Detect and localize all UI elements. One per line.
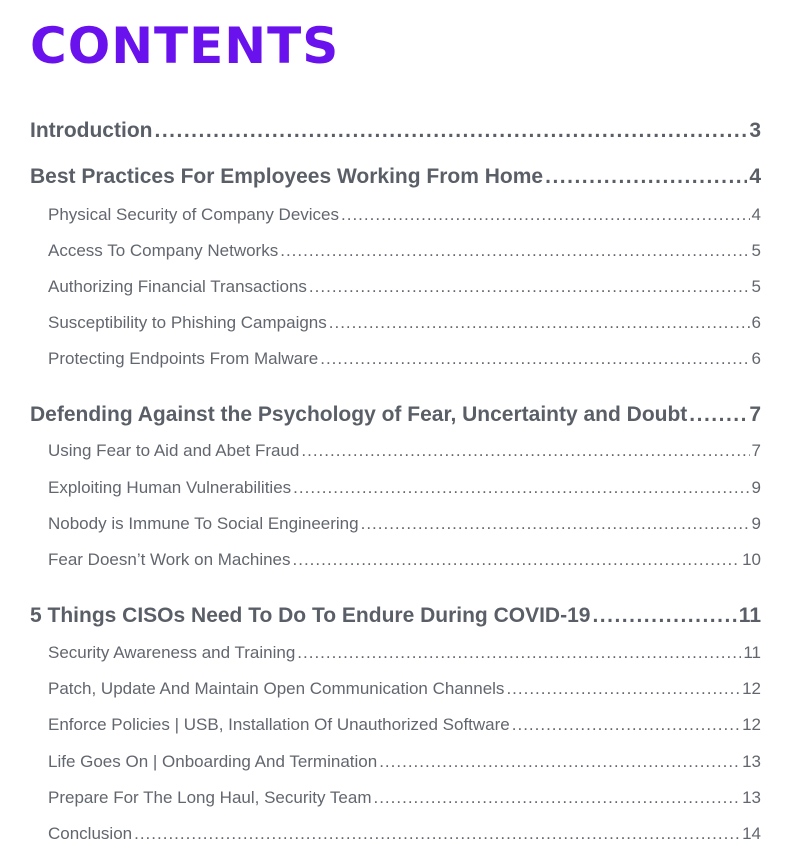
dot-leader xyxy=(545,162,747,192)
toc-item-label: Exploiting Human Vulnerabilities xyxy=(48,478,292,497)
dot-leader xyxy=(320,346,749,372)
toc-item[interactable] xyxy=(48,785,761,811)
toc-section-introduction[interactable] xyxy=(30,116,761,146)
toc-page-number: 12 xyxy=(742,715,761,734)
toc-page-number: 14 xyxy=(742,824,761,843)
dot-leader xyxy=(592,601,736,631)
toc-item[interactable] xyxy=(48,712,761,738)
toc-section-label: Defending Against the Psychology of Fear, Uncertainty and Doubt xyxy=(30,403,688,426)
toc-item-label: Using Fear to Aid and Abet Fraud xyxy=(48,441,300,460)
toc-item-label: Fear Doesn’t Work on Machines xyxy=(48,550,291,569)
toc-page-number: 9 xyxy=(751,478,761,497)
toc-item-label: Susceptibility to Phishing Campaigns xyxy=(48,313,327,332)
dot-leader xyxy=(309,274,750,300)
toc-item-label: Prepare For The Long Haul, Security Team xyxy=(48,788,372,807)
dot-leader xyxy=(280,238,749,264)
toc-section-label: 5 Things CISOs Need To Do To Endure During COVID-19 xyxy=(30,604,591,627)
page-title: CONTENTS xyxy=(30,17,340,75)
toc-page-number: 6 xyxy=(751,313,761,332)
toc-page-number: 6 xyxy=(751,349,761,368)
toc-item[interactable] xyxy=(48,346,761,372)
toc-section-label: Introduction xyxy=(30,119,153,142)
dot-leader xyxy=(373,785,740,811)
toc-item[interactable] xyxy=(48,547,761,573)
toc-item-label: Protecting Endpoints From Malware xyxy=(48,349,319,368)
dot-leader xyxy=(361,511,750,537)
toc-item-label: Life Goes On | Onboarding And Termination xyxy=(48,752,378,771)
dot-leader xyxy=(293,475,749,501)
toc-item[interactable] xyxy=(48,238,761,264)
toc-page-number: 13 xyxy=(742,788,761,807)
toc-section-best-practices[interactable] xyxy=(30,162,761,192)
toc-item[interactable] xyxy=(48,310,761,336)
toc-page-number: 13 xyxy=(742,752,761,771)
toc-item-label: Patch, Update And Maintain Open Communication Channels xyxy=(48,679,505,698)
toc-item-label: Conclusion xyxy=(48,824,133,843)
toc-item[interactable] xyxy=(48,202,761,228)
toc-page-number: 10 xyxy=(742,550,761,569)
toc-page-number: 5 xyxy=(751,277,761,296)
dot-leader xyxy=(341,202,750,228)
toc-page-number: 7 xyxy=(749,403,761,426)
toc-page-number: 3 xyxy=(749,119,761,142)
toc-page-number: 11 xyxy=(743,643,761,662)
toc-item-label: Enforce Policies | USB, Installation Of Unauthorized Software xyxy=(48,715,510,734)
toc-section-defending-fud[interactable] xyxy=(30,400,761,430)
dot-leader xyxy=(512,712,740,738)
toc-item[interactable] xyxy=(48,438,761,464)
toc-item[interactable] xyxy=(48,475,761,501)
toc-item-label: Physical Security of Company Devices xyxy=(48,205,340,224)
toc-section-label: Best Practices For Employees Working From Home xyxy=(30,165,544,188)
toc-page-number: 12 xyxy=(742,679,761,698)
toc-page-number: 11 xyxy=(738,604,761,627)
dot-leader xyxy=(379,749,740,775)
dot-leader xyxy=(134,821,740,847)
dot-leader xyxy=(689,400,747,430)
toc-item[interactable] xyxy=(48,640,761,666)
toc-item[interactable] xyxy=(48,274,761,300)
toc-page-number: 4 xyxy=(749,165,761,188)
dot-leader xyxy=(329,310,750,336)
toc-item-label: Access To Company Networks xyxy=(48,241,279,260)
dot-leader xyxy=(301,438,749,464)
toc-page-number: 7 xyxy=(751,441,761,460)
toc-item[interactable] xyxy=(48,676,761,702)
dot-leader xyxy=(297,640,741,666)
toc-section-cisos-covid[interactable] xyxy=(30,601,761,631)
toc-item-label: Authorizing Financial Transactions xyxy=(48,277,307,296)
toc-page-number: 9 xyxy=(751,514,761,533)
dot-leader xyxy=(506,676,740,702)
toc-page-number: 5 xyxy=(751,241,761,260)
toc-page-number: 4 xyxy=(751,205,761,224)
toc-item-label: Nobody is Immune To Social Engineering xyxy=(48,514,359,533)
dot-leader xyxy=(293,547,741,573)
toc-item[interactable] xyxy=(48,511,761,537)
toc-item-label: Security Awareness and Training xyxy=(48,643,296,662)
toc-item[interactable] xyxy=(48,749,761,775)
toc-item[interactable] xyxy=(48,821,761,847)
dot-leader xyxy=(154,116,747,146)
